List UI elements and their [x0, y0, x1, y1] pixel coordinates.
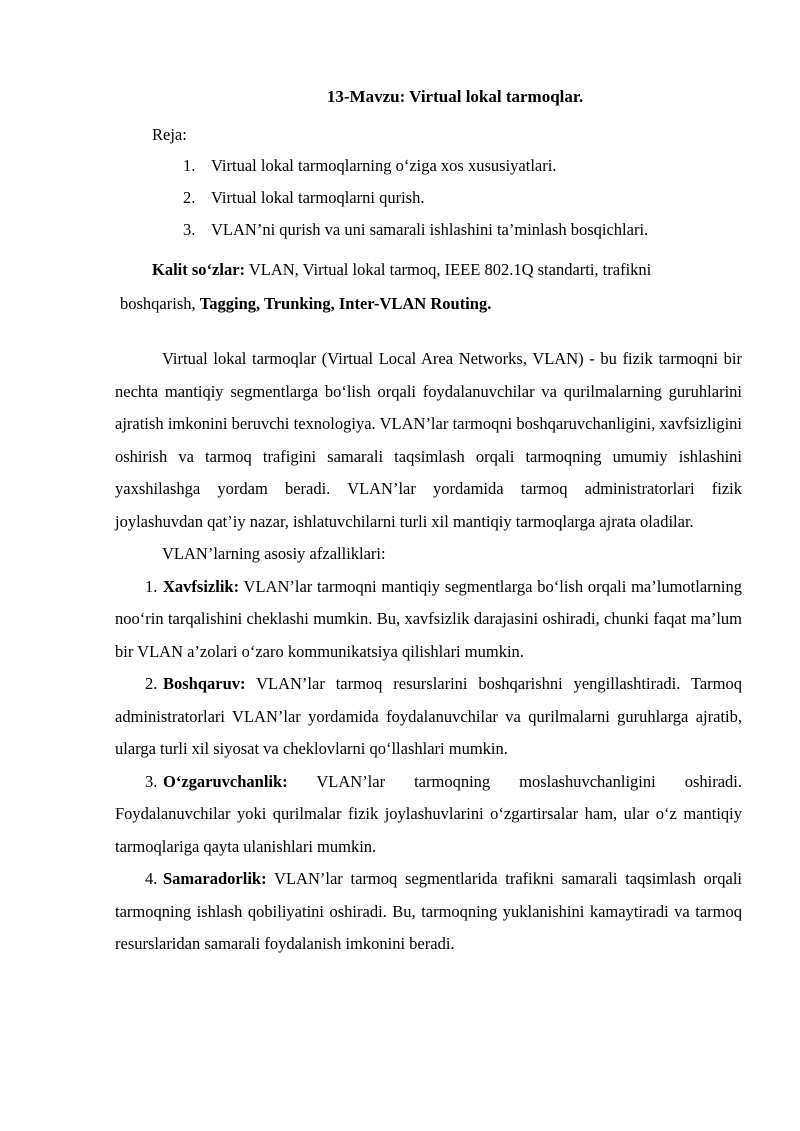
page-title: 13-Mavzu: Virtual lokal tarmoqlar.: [326, 87, 584, 106]
keywords-line: [120, 253, 750, 287]
advantage-text: VLAN’lar tarmoq segmentlarida trafikni samarali taqsimlash orqali tarmoqning ishlash qobiliyatini oshiradi. Bu, tarmoqning yuklanishini kamaytiradi va tarmoq resurslaridan samarali foydalanish imkonini beradi.: [115, 869, 742, 953]
body-text: [115, 343, 742, 961]
keywords-block: [120, 253, 750, 321]
plan-item: [183, 155, 556, 177]
plan-item-text: VLAN’ni qurish va uni samarali ishlashini ta’minlash bosqichlari.: [211, 220, 649, 239]
advantages-heading: VLAN’larning asosiy afzalliklari:: [162, 544, 386, 563]
advantage-term: O‘zgaruvchanlik:: [163, 771, 288, 791]
plan-item-number: 3.: [183, 220, 196, 239]
keywords-text-continued: boshqarish,: [120, 294, 200, 313]
advantage-item: [115, 766, 742, 864]
advantage-item: [115, 863, 742, 961]
advantage-number: 3.: [145, 771, 158, 791]
advantage-item: [115, 668, 742, 766]
advantage-term: Xavfsizlik:: [163, 576, 240, 596]
plan-item-number: 1.: [183, 156, 196, 175]
advantage-text: VLAN’lar tarmoqning moslashuvchanligini oshiradi. Foydalanuvchilar yoki qurilmalar fizik joylashuvlarini o‘zgartirsalar ham, ular o‘z mantiqiy tarmoqlariga qayta ulanishlari mumkin.: [115, 771, 742, 856]
advantage-number: 1.: [145, 576, 158, 596]
plan-item-number: 2.: [183, 188, 196, 207]
keywords-text: VLAN, Virtual lokal tarmoq, IEEE 802.1Q standarti, trafikni: [245, 260, 652, 279]
plan-label: Reja:: [152, 125, 187, 144]
keywords-bold-terms: Tagging, Trunking, Inter-VLAN Routing.: [199, 294, 492, 313]
advantage-item: [115, 571, 742, 669]
advantage-text: VLAN’lar tarmoq resurslarini boshqarishni yengillashtiradi. Tarmoq administratorlari VLAN’lar yordamida foydalanuvchilar va qurilmalarni guruhlarga ajratib, ularga turli xil siyosat va cheklovlarni qo‘llashlari mumkin.: [115, 674, 742, 758]
plan-item: [183, 187, 424, 209]
keywords-label: Kalit so‘zlar:: [152, 260, 246, 279]
advantage-number: 4.: [145, 869, 158, 888]
advantage-number: 2.: [145, 674, 158, 693]
advantage-term: Samaradorlik:: [163, 869, 267, 888]
keywords-line: [120, 287, 750, 321]
advantage-text: VLAN’lar tarmoqni mantiqiy segmentlarga bo‘lish orqali ma’lumotlarning noo‘rin tarqalishini cheklashi mumkin. Bu, xavfsizlik darajasini oshiradi, chunki faqat ma’lum bir VLAN a’zolari o‘zaro kommunikatsiya qilishlari mumkin.: [115, 576, 742, 661]
plan-item: [183, 219, 648, 241]
plan-item-text: Virtual lokal tarmoqlarni qurish.: [211, 188, 425, 207]
intro-paragraph: Virtual lokal tarmoqlar (Virtual Local Area Networks, VLAN) - bu fizik tarmoqni bir nechta mantiqiy segmentlarga bo‘lish orqali foydalanuvchilar va qurilmalarning guruhlarini ajratish imkonini beruvchi texnologiya. VLAN’lar tarmoqni boshqaruvchanligini, xavfsizligini oshirish va tarmoq trafigini samarali taqsimlash orqali tarmoqning umumiy ishlashini yaxshilashga yordam beradi. VLAN’lar yordamida tarmoq administratorlari fizik joylashuvdan qat’iy nazar, ishlatuvchilarni turli xil mantiqiy tarmoqlarga ajrata oladilar.: [115, 349, 742, 531]
advantage-term: Boshqaruv:: [163, 674, 246, 693]
plan-item-text: Virtual lokal tarmoqlarning o‘ziga xos xususiyatlari.: [211, 156, 557, 175]
